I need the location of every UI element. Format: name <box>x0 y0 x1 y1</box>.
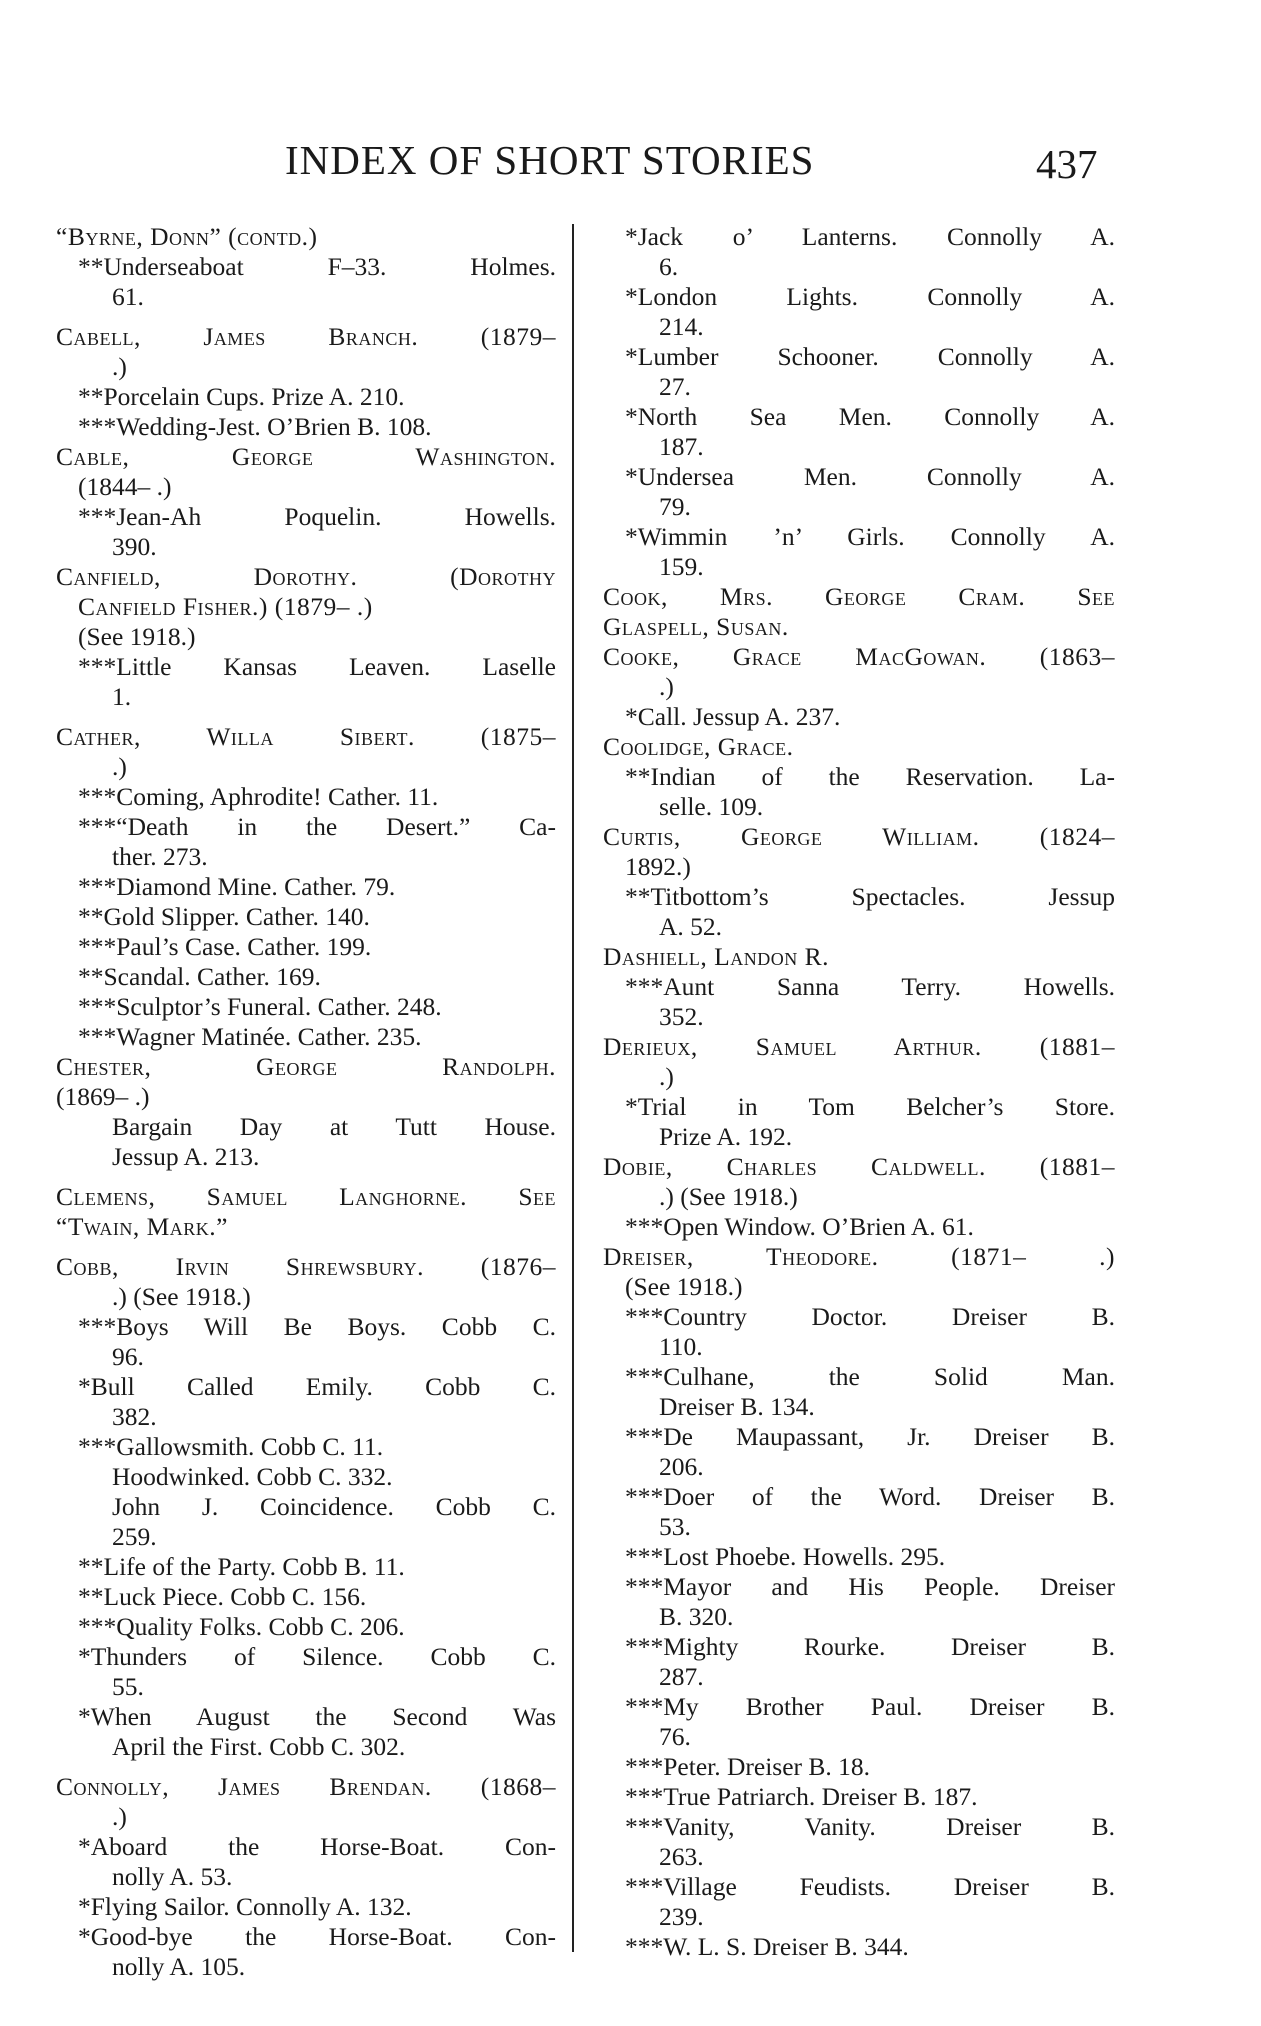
index-entry: .) (See 1918.) <box>659 1182 798 1211</box>
index-entry: (1844– .) <box>78 472 172 501</box>
index-entry: **Underseaboat F–33. Holmes. <box>78 252 556 281</box>
index-entry: 53. <box>659 1512 691 1541</box>
index-entry: ***Jean-Ah Poquelin. Howells. <box>78 502 556 531</box>
author-heading: “Twain, Mark.” <box>56 1212 229 1241</box>
index-entry: Jessup A. 213. <box>112 1142 260 1171</box>
index-entry: ***Open Window. O’Brien A. 61. <box>625 1212 974 1241</box>
page-number: 437 <box>1036 141 1098 187</box>
index-entry: ***Gallowsmith. Cobb C. 11. <box>78 1432 384 1461</box>
index-entry: 110. <box>659 1332 703 1361</box>
index-entry: 259. <box>112 1522 157 1551</box>
index-entry: John J. Coincidence. Cobb C. <box>112 1492 556 1521</box>
index-entry: ***Quality Folks. Cobb C. 206. <box>78 1612 405 1641</box>
left-column <box>56 222 556 1982</box>
author-heading: “Byrne, Donn” (contd.) <box>56 222 318 251</box>
index-entry: B. 320. <box>659 1602 734 1631</box>
index-entry: *Lumber Schooner. Connolly A. <box>625 342 1115 371</box>
index-entry: ***W. L. S. Dreiser B. 344. <box>625 1932 909 1961</box>
index-entry: *Trial in Tom Belcher’s Store. <box>625 1092 1115 1121</box>
index-entry: ***Sculptor’s Funeral. Cather. 248. <box>78 992 442 1021</box>
index-entry: 206. <box>659 1452 704 1481</box>
index-entry: ***Vanity, Vanity. Dreiser B. <box>625 1812 1115 1841</box>
entry-spacer <box>56 312 556 322</box>
index-entry: Prize A. 192. <box>659 1122 793 1151</box>
entry-spacer <box>56 1172 556 1182</box>
index-entry: .) <box>659 672 674 701</box>
index-entry: ***Wedding-Jest. O’Brien B. 108. <box>78 412 432 441</box>
index-entry: 382. <box>112 1402 157 1431</box>
index-entry: ***Little Kansas Leaven. Laselle <box>78 652 556 681</box>
entry-spacer <box>56 712 556 722</box>
index-entry: .) <box>112 352 127 381</box>
index-entry: 79. <box>659 492 691 521</box>
author-heading: Dreiser, Theodore. (1871– .) <box>603 1242 1115 1271</box>
index-entry: ***Diamond Mine. Cather. 79. <box>78 872 396 901</box>
author-heading: Dashiell, Landon R. <box>603 942 829 971</box>
index-entry: **Scandal. Cather. 169. <box>78 962 321 991</box>
index-entry: ***Lost Phoebe. Howells. 295. <box>625 1542 946 1571</box>
index-entry: nolly A. 53. <box>112 1862 233 1891</box>
index-entry: **Luck Piece. Cobb C. 156. <box>78 1582 367 1611</box>
index-entry: *Aboard the Horse-Boat. Con- <box>78 1832 556 1861</box>
index-entry: *Undersea Men. Connolly A. <box>625 462 1115 491</box>
index-entry: 61. <box>112 282 144 311</box>
index-entry: .) <box>659 1062 674 1091</box>
column-divider <box>572 224 574 1952</box>
entry-spacer <box>56 1762 556 1772</box>
index-entry: ***Peter. Dreiser B. 18. <box>625 1752 871 1781</box>
author-heading: Cobb, Irvin Shrewsbury. (1876– <box>56 1252 556 1281</box>
author-heading: Chester, George Randolph. <box>56 1052 556 1081</box>
author-heading: Cable, George Washington. <box>56 442 556 471</box>
index-entry: *Call. Jessup A. 237. <box>625 702 841 731</box>
index-entry: *Jack o’ Lanterns. Connolly A. <box>625 222 1115 251</box>
author-heading: Cooke, Grace MacGowan. (1863– <box>603 642 1115 671</box>
index-entry: **Gold Slipper. Cather. 140. <box>78 902 370 931</box>
author-heading: Connolly, James Brendan. (1868– <box>56 1772 556 1801</box>
index-entry: ***Doer of the Word. Dreiser B. <box>625 1482 1115 1511</box>
author-heading: Cabell, James Branch. (1879– <box>56 322 556 351</box>
index-entry: 352. <box>659 1002 704 1031</box>
author-heading: Glaspell, Susan. <box>603 612 789 641</box>
index-entry: ***Village Feudists. Dreiser B. <box>625 1872 1115 1901</box>
right-column <box>603 222 1115 1962</box>
index-entry: Bargain Day at Tutt House. <box>112 1112 556 1141</box>
index-entry: ***Aunt Sanna Terry. Howells. <box>625 972 1115 1001</box>
index-entry: ther. 273. <box>112 842 208 871</box>
index-entry: 159. <box>659 552 704 581</box>
page-header <box>0 136 1261 186</box>
author-heading: Cook, Mrs. George Cram. See <box>603 582 1115 611</box>
index-entry: 96. <box>112 1342 144 1371</box>
index-entry: 76. <box>659 1722 691 1751</box>
index-entry: (See 1918.) <box>78 622 196 651</box>
index-entry: 187. <box>659 432 704 461</box>
index-entry: 55. <box>112 1672 144 1701</box>
author-heading: Canfield Fisher.) (1879– .) <box>78 592 373 621</box>
index-entry: 263. <box>659 1842 704 1871</box>
index-entry: *North Sea Men. Connolly A. <box>625 402 1115 431</box>
index-entry: A. 52. <box>659 912 723 941</box>
index-entry: ***Country Doctor. Dreiser B. <box>625 1302 1115 1331</box>
author-heading: Dobie, Charles Caldwell. (1881– <box>603 1152 1115 1181</box>
index-entry: *Good-bye the Horse-Boat. Con- <box>78 1922 556 1951</box>
author-heading: Canfield, Dorothy. (Dorothy <box>56 562 556 591</box>
index-entry: (See 1918.) <box>625 1272 743 1301</box>
index-entry: ***Mayor and His People. Dreiser <box>625 1572 1115 1601</box>
index-entry: 287. <box>659 1662 704 1691</box>
index-entry: nolly A. 105. <box>112 1952 246 1981</box>
index-entry: ***Culhane, the Solid Man. <box>625 1362 1115 1391</box>
index-entry: ***Coming, Aphrodite! Cather. 11. <box>78 782 439 811</box>
index-entry: 1892.) <box>625 852 691 881</box>
page-title: INDEX OF SHORT STORIES <box>285 137 815 183</box>
index-entry: 239. <box>659 1902 704 1931</box>
index-entry: .) (See 1918.) <box>112 1282 251 1311</box>
author-heading: Derieux, Samuel Arthur. (1881– <box>603 1032 1115 1061</box>
index-entry: *When August the Second Was <box>78 1702 556 1731</box>
index-entry: 214. <box>659 312 704 341</box>
index-entry: **Life of the Party. Cobb B. 11. <box>78 1552 405 1581</box>
index-entry: April the First. Cobb C. 302. <box>112 1732 406 1761</box>
index-entry: 27. <box>659 372 691 401</box>
index-entry: 1. <box>112 682 132 711</box>
index-entry: **Indian of the Reservation. La- <box>625 762 1115 791</box>
index-entry: .) <box>112 1802 127 1831</box>
index-entry: *Thunders of Silence. Cobb C. <box>78 1642 556 1671</box>
author-heading: Clemens, Samuel Langhorne. See <box>56 1182 556 1211</box>
index-entry: Hoodwinked. Cobb C. 332. <box>112 1462 393 1491</box>
index-entry: .) <box>112 752 127 781</box>
index-entry: ***True Patriarch. Dreiser B. 187. <box>625 1782 978 1811</box>
index-entry: selle. 109. <box>659 792 764 821</box>
index-entry: ***Wagner Matinée. Cather. 235. <box>78 1022 422 1051</box>
entry-spacer <box>56 1242 556 1252</box>
index-entry: *London Lights. Connolly A. <box>625 282 1115 311</box>
index-entry: **Porcelain Cups. Prize A. 210. <box>78 382 405 411</box>
index-entry: ***Boys Will Be Boys. Cobb C. <box>78 1312 556 1341</box>
index-entry: *Flying Sailor. Connolly A. 132. <box>78 1892 412 1921</box>
index-entry: ***Paul’s Case. Cather. 199. <box>78 932 372 961</box>
index-entry: (1869– .) <box>56 1082 150 1111</box>
index-entry: ***Mighty Rourke. Dreiser B. <box>625 1632 1115 1661</box>
index-entry: ***De Maupassant, Jr. Dreiser B. <box>625 1422 1115 1451</box>
author-heading: Curtis, George William. (1824– <box>603 822 1115 851</box>
index-entry: ***“Death in the Desert.” Ca- <box>78 812 556 841</box>
author-heading: Cather, Willa Sibert. (1875– <box>56 722 556 751</box>
index-entry: *Wimmin ’n’ Girls. Connolly A. <box>625 522 1115 551</box>
index-entry: 6. <box>659 252 679 281</box>
author-heading: Coolidge, Grace. <box>603 732 794 761</box>
index-entry: 390. <box>112 532 157 561</box>
index-entry: Dreiser B. 134. <box>659 1392 815 1421</box>
index-entry: ***My Brother Paul. Dreiser B. <box>625 1692 1115 1721</box>
index-entry: **Titbottom’s Spectacles. Jessup <box>625 882 1115 911</box>
index-entry: *Bull Called Emily. Cobb C. <box>78 1372 556 1401</box>
